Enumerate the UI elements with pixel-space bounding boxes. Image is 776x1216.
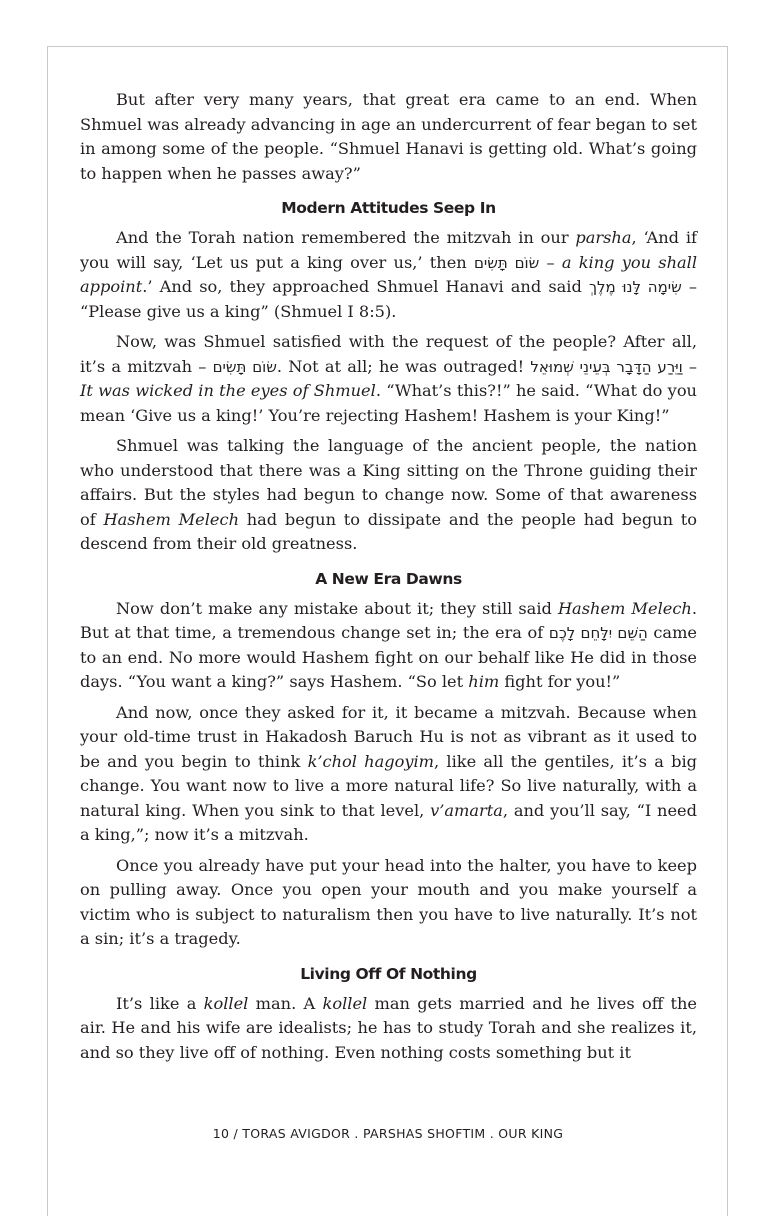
paragraph — [80, 992, 697, 1066]
italic-phrase: v’amarta — [430, 800, 503, 820]
text-run: man gets married and he lives off the air. He and his wife are idealists; he has to study Torah and she realizes it, and so they live off of nothing. Even nothing costs something but it — [80, 993, 698, 1062]
section-heading: A New Era Dawns — [315, 569, 462, 588]
text-run: , like all the gentiles, it’s a big change. You want now to live a more natural life? So live naturally, with a natural king. When you sink to that level, — [80, 751, 698, 820]
text-run: But after very many years, that great era came to an end. When Shmuel was already advancing in age an undercurrent of fear began to set in among some of the people. “Shmuel Hanavi is getting old. What’s going to happen when he passes away?” — [80, 90, 697, 183]
running-footer: 10 / TORAS AVIGDOR . PARSHAS SHOFTIM . OUR KING — [212, 1126, 564, 1141]
italic-phrase: Hashem Melech — [557, 598, 692, 618]
paragraph — [80, 854, 697, 952]
paragraph — [80, 226, 697, 324]
text-run: Shmuel was talking the language of the ancient people, the nation who understood that there was a King sitting on the Throne guiding their affairs. But the styles had begun to change now. Some of that awareness of — [80, 436, 697, 529]
text-run: , and you’ll say, “I need a king,”; now it’s a mitzvah. — [80, 800, 697, 844]
text-run: Once you already have put your head into the halter, you have to keep on pulling away. Once you open your mouth and you make yourself a victim who is subject to naturalism then you have to live naturally. It’s not a sin; it’s a tragedy. — [80, 855, 697, 948]
paragraph — [80, 330, 697, 428]
paragraph — [80, 701, 697, 848]
text-run: It’s like a — [116, 993, 204, 1013]
text-run: .’ And so, they approached Shmuel Hanavi and said — [142, 277, 589, 296]
italic-phrase: It was wicked in the eyes of Shmuel — [80, 381, 376, 400]
italic-phrase: Hashem Melech — [103, 509, 239, 529]
text-run: had begun to dissipate and the people had begun to descend from their old greatness. — [80, 509, 697, 553]
text-run: – — [682, 356, 697, 376]
hebrew-phrase: הַשֵּׁם יִלָּחֵם לָכֶם — [548, 624, 648, 642]
text-run: . Not at all; he was outraged! — [276, 356, 531, 376]
italic-phrase: kollel — [322, 993, 368, 1013]
text-run: came to an end. No more would Hashem fight on our behalf like He did in those days. “You want a king?” says Hashem. “So let — [80, 623, 697, 691]
text-run: Now don’t make any mistake about it; they still said — [116, 598, 558, 618]
italic-phrase: him — [468, 672, 500, 691]
page-body — [80, 88, 697, 1071]
paragraph — [80, 88, 697, 186]
text-run: Now, was Shmuel satisfied with the request of the people? After all, it’s a mitzvah – — [80, 332, 697, 376]
text-run: , ‘And if you will say, ‘Let us put a king over us,’ then — [80, 228, 697, 272]
paragraph — [80, 434, 697, 557]
hebrew-phrase: שׂוֹם תָּשִׂים — [473, 253, 540, 272]
text-run: . But at that time, a tremendous change set in; the era of — [80, 598, 697, 642]
text-run: man. A — [248, 993, 323, 1013]
italic-phrase: k’chol hagoyim — [307, 751, 435, 771]
italic-phrase: a king you shall appoint — [80, 252, 698, 296]
text-run: fight for you!” — [499, 672, 621, 691]
paragraph — [80, 597, 697, 695]
hebrew-phrase: וַיֵּרַע הַדָּבָר בְּעֵינֵי שְׁמוּאֵל — [530, 357, 683, 376]
text-run: – — [539, 252, 562, 272]
italic-phrase: parsha — [575, 228, 632, 247]
hebrew-phrase: שִׂימָה לָּנוּ מֶלֶךְ — [588, 278, 682, 296]
text-run: And now, once they asked for it, it became a mitzvah. Because when your old-time trust in Hakadosh Baruch Hu is not as vibrant as it used to be and you begin to think — [80, 702, 697, 771]
section-heading: Living Off Of Nothing — [300, 964, 477, 983]
section-heading: Modern Attitudes Seep In — [281, 199, 496, 217]
italic-phrase: kollel — [203, 993, 249, 1013]
text-run: – “Please give us a king” (Shmuel I 8:5). — [80, 277, 697, 321]
hebrew-phrase: שׂוֹם תָּשִׂים — [212, 357, 277, 376]
text-run: And the Torah nation remembered the mitzvah in our — [116, 228, 576, 247]
text-run: . “What’s this?!” he said. “What do you mean ‘Give us a king!’ You’re rejecting Hashem! Hashem is your King!” — [80, 381, 697, 425]
